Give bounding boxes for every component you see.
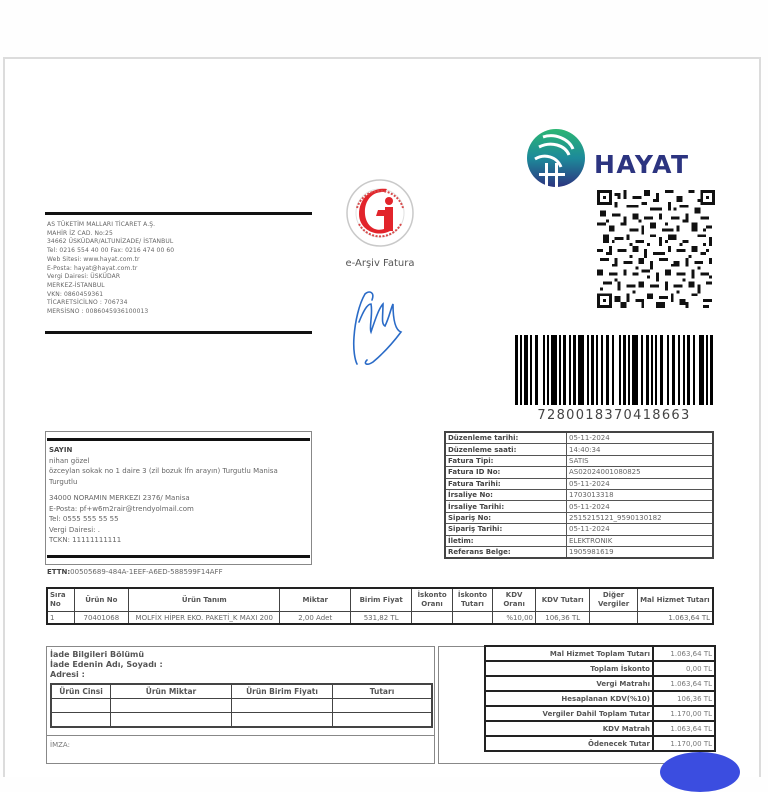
total-row: [485, 706, 715, 721]
col-iskonto-orani: İskonto Oranı: [412, 588, 452, 612]
signature-label: İMZA:: [50, 741, 70, 749]
col-urun-miktar: Ürün Miktar: [111, 684, 232, 699]
item-miktar: 2,00 Adet: [280, 612, 351, 625]
info-row: [445, 444, 713, 455]
item-diger-vergiler: [590, 612, 637, 625]
items-header-row: [47, 588, 713, 612]
total-key: Ödenecek Tutar: [485, 736, 653, 751]
item-iskonto-tutari: [452, 612, 492, 625]
col-urun-cinsi: Ürün Cinsi: [51, 684, 111, 699]
info-row: [445, 501, 713, 512]
item-urun-no: 70401068: [74, 612, 128, 625]
return-name-label: İade Edenin Adı, Soyadı :: [50, 660, 163, 669]
info-key: Düzenleme tarihi:: [445, 432, 567, 444]
totals-table: [484, 645, 716, 752]
item-urun-tanim: MOLFİX HİPER EKO. PAKETİ_K MAXI 200: [129, 612, 280, 625]
ettn-line: [47, 568, 223, 576]
info-value: 1905981619: [567, 546, 714, 558]
barcode-number: 7280018370418663: [537, 408, 691, 423]
info-value: 05-11-2024: [567, 524, 714, 535]
seller-tax-office-city: MERKEZ-İSTANBUL: [47, 281, 105, 289]
seller-phone: Tel: 0216 554 40 00 Fax: 0216 474 00 60: [47, 247, 175, 255]
info-row: [445, 512, 713, 523]
buyer-salutation: SAYIN: [49, 446, 73, 454]
return-row: [51, 699, 432, 713]
item-row: [47, 612, 713, 625]
info-value: 2515215121_9590130182: [567, 512, 714, 523]
total-row: [485, 691, 715, 706]
signature-icon: [345, 282, 415, 372]
seller-tax-office: Vergi Dairesi: ÜSKÜDAR: [47, 273, 121, 281]
info-row: [445, 455, 713, 466]
item-sira-no: 1: [47, 612, 74, 625]
return-header: [50, 650, 163, 680]
buyer-address-line2: Turgutlu: [49, 477, 78, 486]
info-key: Sipariş No:: [445, 512, 567, 523]
return-title: İade Bilgileri Bölümü: [50, 650, 145, 659]
total-row: [485, 661, 715, 676]
info-value: 05-11-2024: [567, 432, 714, 444]
col-sira-no: Sıra No: [47, 588, 74, 612]
item-kdv-orani: %10,00: [493, 612, 536, 625]
e-arsiv-label: e-Arşiv Fatura: [345, 258, 415, 269]
info-value: AS02024001080825: [567, 467, 714, 478]
total-value: 106,36 TL: [653, 691, 715, 706]
info-key: İrsaliye No:: [445, 489, 567, 500]
buyer-phone: Tel: 0555 555 55 55: [49, 515, 119, 523]
seller-vkn: VKN: 0860459361: [47, 290, 104, 298]
return-address-label: Adresi :: [50, 670, 85, 679]
seller-trade-registry: TİCARETSİCİLNO : 706734: [47, 299, 128, 307]
col-mal-hizmet-tutari: Mal Hizmet Tutarı: [637, 588, 713, 612]
col-urun-no: Ürün No: [74, 588, 128, 612]
divider: [47, 735, 434, 736]
info-key: Fatura Tarihi:: [445, 478, 567, 489]
item-kdv-tutari: 106,36 TL: [536, 612, 590, 625]
return-row: [51, 713, 432, 728]
buyer-info-block: [45, 431, 312, 565]
col-urun-birim-fiyati: Ürün Birim Fiyatı: [232, 684, 333, 699]
col-kdv-tutari: KDV Tutarı: [536, 588, 590, 612]
return-items-table: [50, 683, 433, 728]
total-row: [485, 736, 715, 751]
buyer-email: E-Posta: pf+w6m2rair@trendyolmail.com: [49, 504, 194, 513]
info-key: İrsaliye Tarihi:: [445, 501, 567, 512]
info-value: 05-11-2024: [567, 478, 714, 489]
col-kdv-orani: KDV Oranı: [493, 588, 536, 612]
invoice-info-table: [444, 431, 714, 559]
total-value: 0,00 TL: [653, 661, 715, 676]
info-key: İletim:: [445, 535, 567, 546]
return-info-section: [46, 646, 435, 764]
info-key: Fatura ID No:: [445, 467, 567, 478]
total-key: Toplam İskonto: [485, 661, 653, 676]
seller-mersis: MERSİSNO : 0086045936100013: [47, 308, 149, 316]
col-urun-tanim: Ürün Tanım: [129, 588, 280, 612]
total-key: Vergiler Dahil Toplam Tutar: [485, 706, 653, 721]
total-row: [485, 676, 715, 691]
buyer-address-line1: özceylan sokak no 1 daire 3 (zil bozuk lfn arayın) Turgutlu Manisa: [49, 467, 278, 475]
floating-action-button[interactable]: [660, 752, 740, 792]
info-row: [445, 489, 713, 500]
info-value: SATIS: [567, 455, 714, 466]
info-row: [445, 478, 713, 489]
seller-street: MAHİR İZ CAD. No:25: [47, 229, 113, 237]
info-key: Düzenleme saati:: [445, 444, 567, 455]
col-miktar: Miktar: [280, 588, 351, 612]
info-value: 14:40:34: [567, 444, 714, 455]
item-mal-hizmet-tutari: 1.063,64 TL: [637, 612, 713, 625]
barcode-icon: [515, 335, 713, 405]
total-key: Hesaplanan KDV(%10): [485, 691, 653, 706]
seller-website: Web Sitesi: www.hayat.com.tr: [47, 255, 140, 263]
return-header-row: [51, 684, 432, 699]
total-key: Mal Hizmet Toplam Tutarı: [485, 646, 653, 661]
ettn-value: 00505689-484A-1EEF-A6ED-588599F14AFF: [70, 568, 223, 576]
col-birim-fiyat: Birim Fiyat: [351, 588, 412, 612]
info-key: Referans Belge:: [445, 546, 567, 558]
buyer-name: nihan gözel: [49, 456, 90, 465]
info-row: [445, 467, 713, 478]
qr-code-icon: [597, 190, 715, 308]
seller-company: AS TÜKETİM MALLARI TİCARET A.Ş.: [47, 221, 156, 228]
seller-info-block: [45, 212, 312, 334]
total-value: 1.063,64 TL: [653, 676, 715, 691]
items-table: [46, 587, 714, 625]
ettn-label: ETTN:: [47, 568, 71, 576]
info-row: [445, 535, 713, 546]
total-value: 1.170,00 TL: [653, 736, 715, 751]
seller-email: E-Posta: hayat@hayat.com.tr: [47, 264, 138, 272]
brand-name: HAYAT: [594, 150, 690, 179]
gib-seal-icon: [345, 178, 415, 248]
total-key: KDV Matrah: [485, 721, 653, 736]
col-diger-vergiler: Diğer Vergiler: [590, 588, 637, 612]
col-iskonto-tutari: İskonto Tutarı: [452, 588, 492, 612]
info-row: [445, 432, 713, 444]
info-key: Sipariş Tarihi:: [445, 524, 567, 535]
total-value: 1.170,00 TL: [653, 706, 715, 721]
total-value: 1.063,64 TL: [653, 646, 715, 661]
total-row: [485, 646, 715, 661]
buyer-tax-office: Vergi Dairesi: .: [49, 525, 100, 534]
col-tutari: Tutarı: [333, 684, 433, 699]
total-row: [485, 721, 715, 736]
info-value: 1703013318: [567, 489, 714, 500]
total-key: Vergi Matrahı: [485, 676, 653, 691]
info-row: [445, 524, 713, 535]
info-value: 05-11-2024: [567, 501, 714, 512]
info-row: [445, 546, 713, 558]
seller-city: 34662 ÜSKÜDAR/ALTUNİZADE/ İSTANBUL: [47, 238, 174, 246]
info-key: Fatura Tipi:: [445, 455, 567, 466]
hayat-logo-icon: [525, 127, 587, 189]
item-iskonto-orani: [412, 612, 452, 625]
info-value: ELEKTRONIK: [567, 535, 714, 546]
buyer-tckn: TCKN: 11111111111: [49, 536, 122, 544]
buyer-address-line3: 34000 NORAMIN MERKEZI 2376/ Manisa: [49, 494, 190, 502]
total-value: 1.063,64 TL: [653, 721, 715, 736]
item-birim-fiyat: 531,82 TL: [351, 612, 412, 625]
